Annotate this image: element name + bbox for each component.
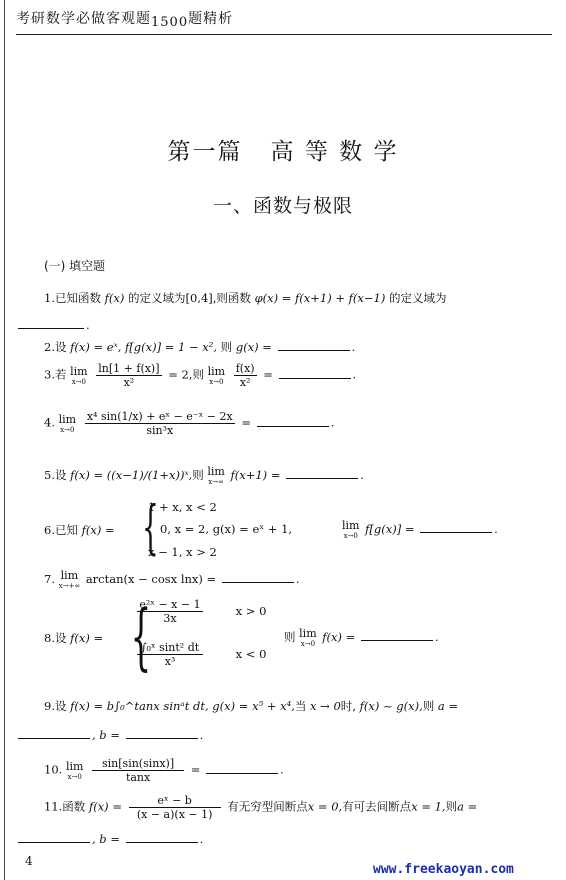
answer-blank[interactable] bbox=[18, 728, 90, 739]
answer-blank[interactable] bbox=[206, 763, 278, 774]
question-8-case-1: $\frac{\text{e²ˣ − x − 1}}{3x}$ x > 0 bbox=[134, 598, 266, 625]
question-5: 5.设 f(x) = ((x−1)/(1+x))ˣ,则 lim x→∞ f(x+1) = . bbox=[44, 465, 364, 486]
answer-blank[interactable] bbox=[18, 832, 90, 843]
question-7: 7. lim x→+∞ arctan(x − cosx lnx) = . bbox=[44, 569, 300, 590]
header-title-number: 1500 bbox=[151, 15, 189, 30]
answer-blank[interactable] bbox=[126, 728, 198, 739]
answer-blank[interactable] bbox=[257, 416, 329, 427]
answer-blank[interactable] bbox=[279, 368, 351, 379]
chapter-title: 一、函数与极限 bbox=[212, 195, 353, 217]
question-4: 4. lim x→0 $\frac{\text{x⁴ sin(1/x) + eˣ − e⁻ˣ − 2x}}{\text{sin³x}}$ = . bbox=[44, 410, 335, 437]
answer-blank[interactable] bbox=[278, 340, 350, 351]
question-10: 10. lim x→0 $\frac{\sin[\sin(\sin x)]}{\tan x}$ = . bbox=[44, 757, 284, 784]
page-header bbox=[16, 8, 552, 35]
header-title-prefix: 考研数学必做客观题 bbox=[16, 11, 151, 27]
question-11-answer: , b = . bbox=[16, 832, 203, 846]
case-brace: { bbox=[142, 493, 159, 561]
case-brace: { bbox=[130, 594, 152, 678]
part-title-subject: 高 等 数 学 bbox=[270, 139, 399, 165]
answer-blank[interactable] bbox=[361, 630, 433, 641]
answer-blank[interactable] bbox=[126, 832, 198, 843]
question-8-case-2: $\frac{\text{∫₀ˣ sint² dt}}{\text{x³}}$ x < 0 bbox=[134, 641, 266, 668]
page-number: 4 bbox=[25, 854, 33, 868]
question-6: 6.已知 f(x) = bbox=[44, 523, 115, 537]
question-8-tail: 则 lim x→0 f(x) = . bbox=[284, 627, 439, 648]
answer-blank[interactable] bbox=[222, 572, 294, 583]
question-2: 2.设 f(x) = eˣ, f[g(x)] = 1 − x², 则 g(x) = . bbox=[44, 340, 356, 354]
header-title-suffix: 题精析 bbox=[188, 11, 234, 27]
question-11: 11.函数 f(x) = $\frac{\text{eˣ − b}}{(x - a)(x - 1)}$ 有无穷型间断点x = 0,有可去间断点x = 1,则a = bbox=[44, 794, 478, 821]
part-title bbox=[0, 133, 566, 166]
question-1: 1.已知函数 f(x) 的定义域为[0,4],则函数 φ(x) = f(x+1) + f(x−1) 的定义域为 bbox=[44, 291, 447, 305]
website-watermark[interactable]: www.freekaoyan.com bbox=[373, 862, 514, 877]
question-1-answer: . bbox=[16, 318, 90, 332]
question-6-tail: lim x→0 f[g(x)] = . bbox=[342, 519, 498, 540]
section-title: (一) 填空题 bbox=[44, 259, 106, 273]
question-3: 3.若 lim x→0 $\frac{\ln[1 + f(x)]}{\text{x²}}$ = 2,则 lim x→0 $\frac{f(x)}{\text{x²}}$ = . bbox=[44, 362, 357, 389]
question-9: 9.设 f(x) = b∫₀^tanx sinᵃt dt, g(x) = x⁵ + x⁴,当 x → 0时, f(x) ~ g(x),则 a = bbox=[44, 699, 459, 713]
part-title-number: 第一篇 bbox=[167, 139, 243, 165]
page-left-border bbox=[4, 0, 5, 880]
question-6-case-3: x − 1, x > 2 bbox=[148, 545, 217, 559]
header-title bbox=[16, 8, 233, 28]
question-8: 8.设 f(x) = bbox=[44, 631, 104, 645]
answer-blank[interactable] bbox=[420, 522, 492, 533]
question-9-answer: , b = . bbox=[16, 728, 203, 742]
question-6-case-1: 1 + x, x < 2 bbox=[148, 500, 217, 514]
answer-blank[interactable] bbox=[18, 318, 84, 329]
question-6-case-2: 0, x = 2, g(x) = eˣ + 1, bbox=[160, 522, 293, 536]
answer-blank[interactable] bbox=[286, 468, 358, 479]
